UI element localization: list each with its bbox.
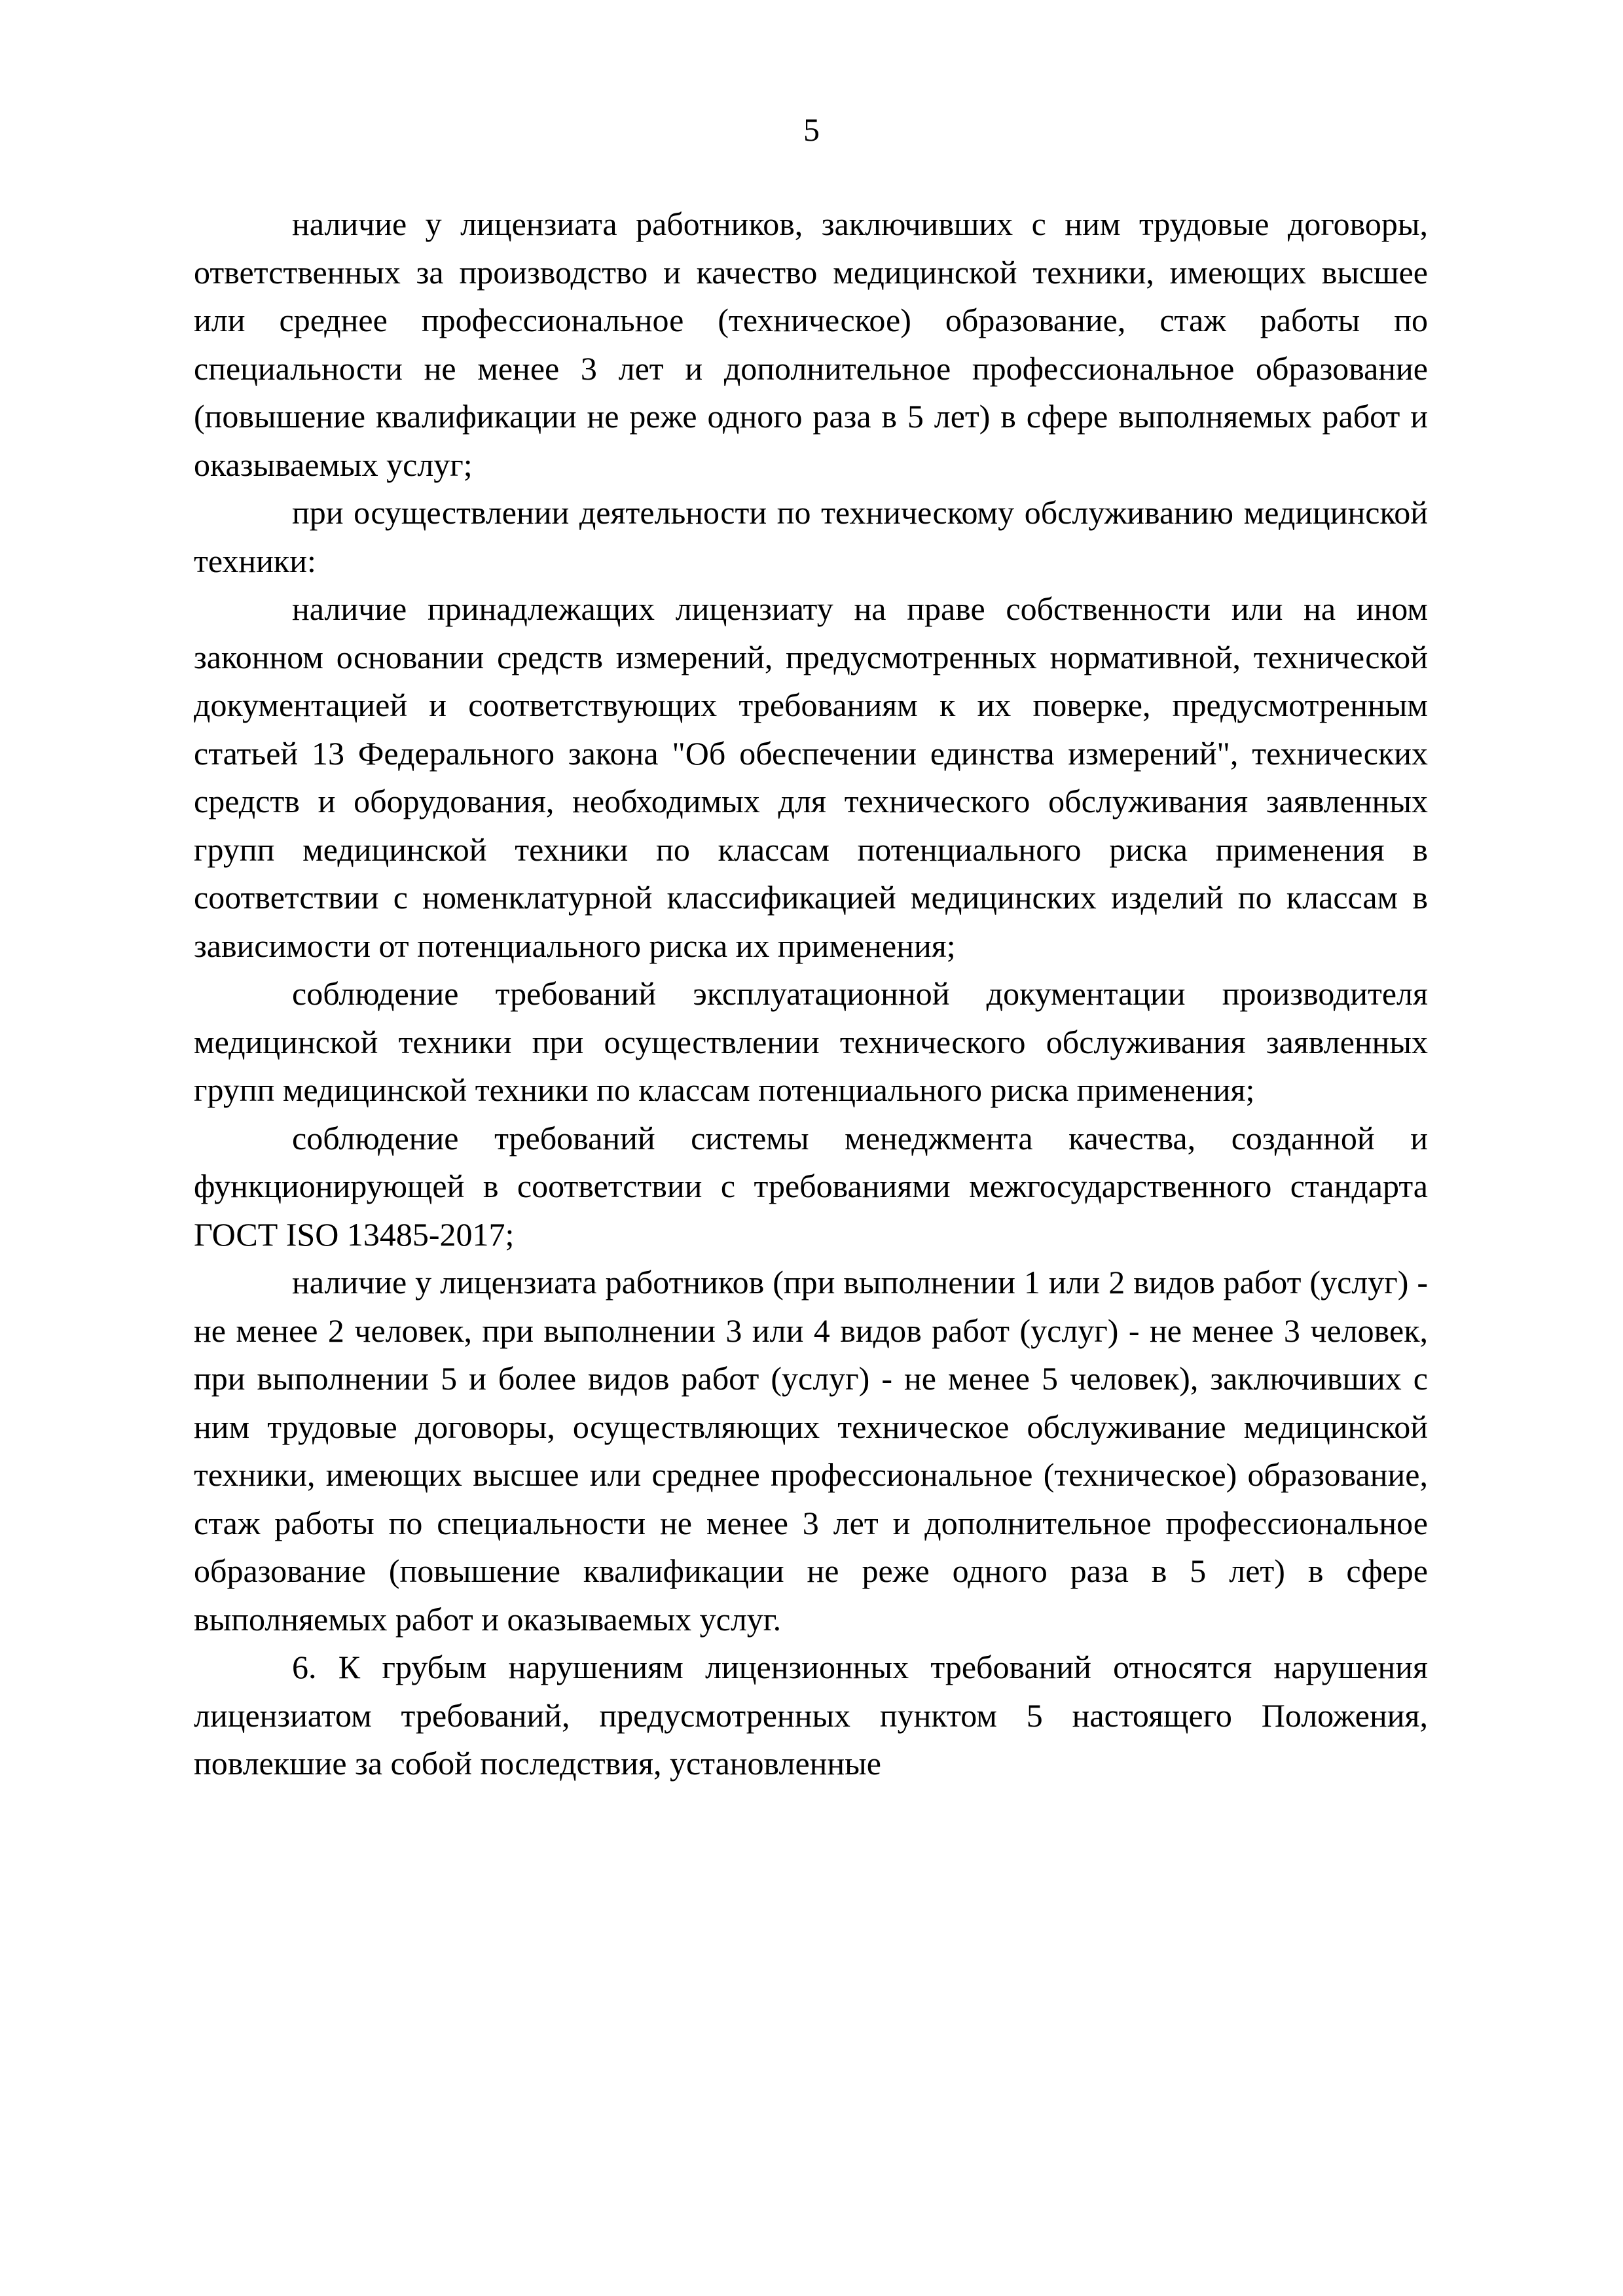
paragraph-gross-violations: 6. К грубым нарушениям лицензионных требований относятся нарушения лицензиатом требований, предусмотренных пунктом 5 настоящего Положения, повлекшие за собой последствия, установленные: [194, 1649, 1428, 1782]
paragraph-quality-management: соблюдение требований системы менеджмента качества, созданной и функционирующей в соответствии с требованиями межгосударственного стандарта ГОСТ ISO 13485-2017;: [194, 1119, 1428, 1253]
paragraph-maintenance-intro: при осуществлении деятельности по техническому обслуживанию медицинской техники:: [194, 494, 1428, 579]
paragraph-staff-production: наличие у лицензиата работников, заключивших с ним трудовые договоры, ответственных за производство и качество медицинской техники, имеющих высшее или среднее профессиональное (техническое) образование, стаж работы по специальности не менее 3 лет и дополнительное профессиональное образование (повышение квалификации не реже одного раза в 5 лет) в сфере выполняемых работ и оказываемых услуг;: [194, 206, 1428, 483]
page-number: 5: [803, 111, 820, 148]
paragraph-measuring-instruments: наличие принадлежащих лицензиату на праве собственности или на ином законном основании средств измерений, предусмотренных нормативной, технической документацией и соответствующих требованиям к их поверке, предусмотренным статьей 13 Федерального закона "Об обеспечении единства измерений", технических средств и оборудования, необходимых для технического обслуживания заявленных групп медицинской техники по классам потенциального риска применения в соответствии с номенклатурной классификацией медицинских изделий по классам в зависимости от потенциального риска их применения;: [194, 590, 1428, 964]
document-body: [194, 200, 1428, 1788]
paragraph-staff-maintenance: наличие у лицензиата работников (при выполнении 1 или 2 видов работ (услуг) - не менее 2 человек, при выполнении 3 или 4 видов работ (услуг) - не менее 3 человек, при выполнении 5 и более видов работ (услуг) - не менее 5 человек), заключивших с ним трудовые договоры, осуществляющих техническое обслуживание медицинской техники, имеющих высшее или среднее профессиональное (техническое) образование, стаж работы по специальности не менее 3 лет и дополнительное профессиональное образование (повышение квалификации не реже одного раза в 5 лет) в сфере выполняемых работ и оказываемых услуг.: [194, 1264, 1428, 1638]
paragraph-operational-documentation: соблюдение требований эксплуатационной документации производителя медицинской техники при осуществлении технического обслуживания заявленных групп медицинской техники по классам потенциального риска применения;: [194, 975, 1428, 1108]
